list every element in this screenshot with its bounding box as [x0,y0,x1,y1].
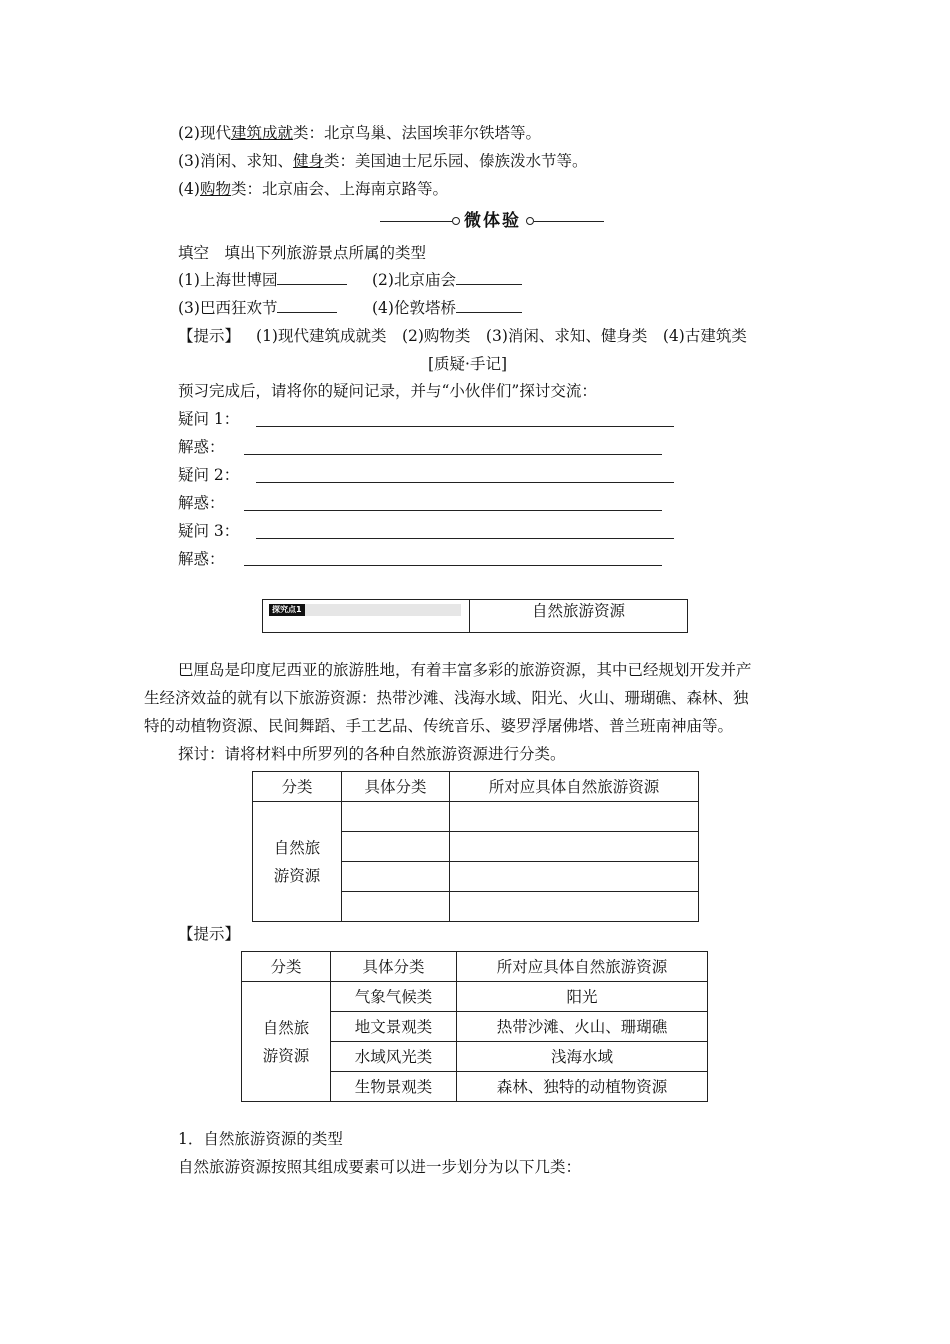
hint-label: 【提示】 [178,925,241,943]
write-line[interactable] [256,482,674,483]
write-line[interactable] [256,426,674,427]
write-line[interactable] [244,454,662,455]
blank-line[interactable] [456,270,522,285]
micro-heading: 微体验 [464,211,521,231]
category-cell [253,802,342,922]
note-label: 解惑： [178,494,225,512]
table-cell[interactable] [342,832,450,862]
paragraph-line: 巴厘岛是印度尼西亚的旅游胜地，有着丰富多彩的旅游资源，其中已经规划开发并产 [178,661,752,679]
table-header: 所对应具体自然旅游资源 [457,952,708,982]
note-label: 解惑： [178,438,225,456]
micro-question: 填空 填出下列旅游景点所属的类型 [178,244,427,262]
table-cell: 阳光 [457,982,708,1012]
fill-q4 [372,298,522,318]
task-text: 探讨：请将材料中所罗列的各种自然旅游资源进行分类。 [178,745,566,763]
table-cell[interactable] [450,802,699,832]
table-header: 具体分类 [342,772,450,802]
text: (3)消闲、求知、 [178,152,293,170]
write-line[interactable] [244,510,662,511]
table-header: 分类 [242,952,331,982]
hint-text: (1)现代建筑成就类 (2)购物类 (3)消闲、求知、健身类 (4)古建筑类 [256,327,747,345]
text: (3)巴西狂欢节 [178,299,278,317]
table-header: 具体分类 [331,952,457,982]
section-text: 自然旅游资源按照其组成要素可以进一步划分为以下几类： [178,1158,582,1176]
underlined-text: 建筑成就 [230,124,293,142]
underlined-text: 健身 [292,152,324,170]
fill-q1 [178,270,347,290]
table-cell: 森林、独特的动植物资源 [457,1072,708,1102]
explore-box [262,599,688,633]
list-item-4 [178,179,448,199]
table-cell[interactable] [450,862,699,892]
paragraph-line: 生经济效益的就有以下旅游资源：热带沙滩、浅海水域、阳光、火山、珊瑚礁、森林、独 [144,689,749,707]
table-cell[interactable] [450,892,699,922]
text: (1)上海世博园 [178,271,278,289]
circle-icon [452,217,460,225]
table-header: 所对应具体自然旅游资源 [450,772,699,802]
divider [534,221,604,222]
classification-table-answer [241,951,708,1102]
notes-heading: [质疑·手记] [428,355,508,373]
text: 类：北京庙会、上海南京路等。 [230,180,448,198]
table-cell: 地文景观类 [331,1012,457,1042]
list-item-3 [178,151,588,171]
text: (4) [178,180,200,198]
table-cell[interactable] [342,892,450,922]
hint-label: 【提示】 [178,327,241,345]
fill-q3 [178,298,337,318]
table-cell: 热带沙滩、火山、珊瑚礁 [457,1012,708,1042]
circle-icon [526,217,534,225]
category-cell [242,982,331,1102]
table-cell: 水域风光类 [331,1042,457,1072]
text: 游资源 [262,1046,310,1065]
text: 类：美国迪士尼乐园、傣族泼水节等。 [323,152,588,170]
note-label: 疑问 3： [178,522,240,540]
note-label: 疑问 2： [178,466,240,484]
table-cell[interactable] [450,832,699,862]
table-cell[interactable] [342,862,450,892]
table-cell[interactable] [342,802,450,832]
table-cell: 浅海水域 [457,1042,708,1072]
blank-line[interactable] [456,298,522,313]
text: (4)伦敦塔桥 [372,299,456,317]
fill-q2 [372,270,522,290]
section-title: 1．自然旅游资源的类型 [178,1130,343,1148]
classification-table-blank [252,771,699,922]
write-line[interactable] [244,565,662,566]
note-label: 疑问 1： [178,410,240,428]
text: 自然旅 [262,1018,310,1037]
list-item-2 [178,123,541,143]
text: 自然旅 [273,838,321,857]
explore-badge: 探究点1 [269,604,305,616]
notes-intro: 预习完成后，请将你的疑问记录，并与“小伙伴们”探讨交流： [178,382,597,400]
text: (2)北京庙会 [372,271,456,289]
blank-line[interactable] [277,270,347,285]
blank-line[interactable] [277,298,337,313]
paragraph-line: 特的动植物资源、民间舞蹈、手工艺品、传统音乐、婆罗浮屠佛塔、普兰班南神庙等。 [144,717,734,735]
text: (2)现代 [178,124,231,142]
note-label: 解惑： [178,550,225,568]
divider [380,221,452,222]
table-cell: 生物景观类 [331,1072,457,1102]
explore-badge-cell [263,600,470,632]
underlined-text: 购物 [199,180,231,198]
write-line[interactable] [256,538,674,539]
micro-hint [178,326,747,346]
text: 游资源 [273,866,321,885]
text: 类：北京鸟巢、法国埃菲尔铁塔等。 [292,124,541,142]
table-cell: 气象气候类 [331,982,457,1012]
table-header: 分类 [253,772,342,802]
explore-title: 自然旅游资源 [531,602,625,620]
